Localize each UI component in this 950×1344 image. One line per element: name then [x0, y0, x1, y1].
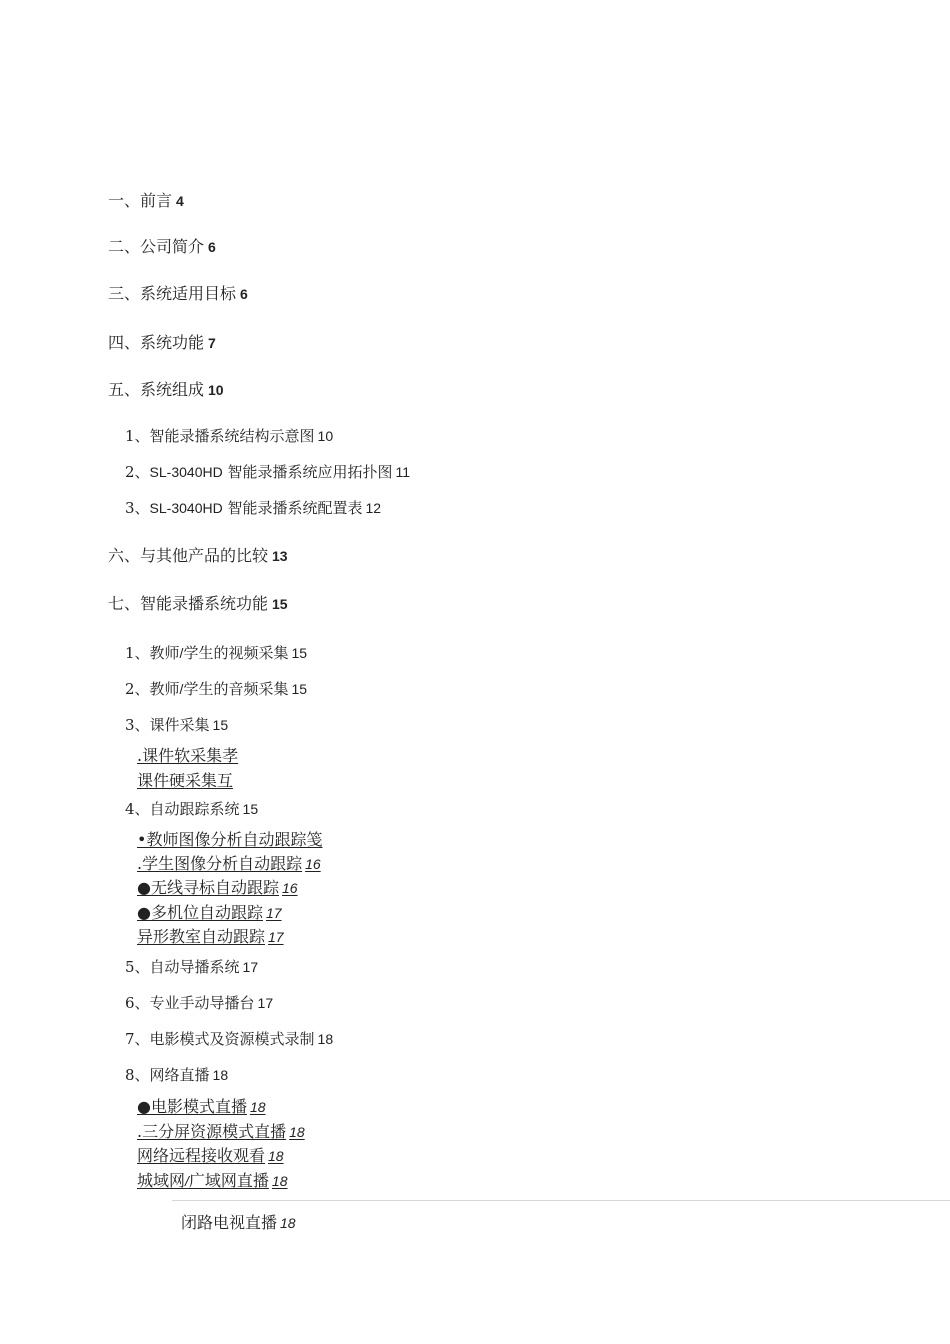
toc-page-number: 18 [317, 1031, 334, 1047]
toc-entry-text: 六、与其他产品的比较 [108, 546, 269, 565]
toc-page-number: 6 [240, 286, 248, 302]
toc-entry-text: 学生的视频采集 [183, 644, 289, 662]
toc-entry-code: / [179, 645, 184, 661]
toc-entry-text: .三分屏资源模式直播 [137, 1122, 287, 1141]
toc-entry-recording-functions[interactable] [108, 596, 288, 612]
toc-entry-text: 三、系统适用目标 [108, 284, 237, 303]
toc-subentry-video-capture[interactable] [125, 646, 307, 661]
toc-link-three-screen-live[interactable] [137, 1124, 305, 1140]
toc-page-number: 17 [242, 959, 259, 975]
toc-entry-text: ●电影模式直播 [137, 1097, 247, 1116]
toc-entry-text: 4、自动跟踪系统 [125, 800, 240, 818]
toc-entry-cctv-live[interactable] [181, 1215, 296, 1231]
toc-link-movie-live[interactable] [137, 1099, 266, 1115]
toc-page-number: 18 [249, 1099, 266, 1115]
toc-link-multicamera-tracking[interactable] [137, 905, 282, 921]
toc-entry-prefix: 2、 [125, 463, 150, 481]
toc-entry-text: •教师图像分析自动跟踪笺 [137, 830, 323, 849]
toc-entry-text: 广域网直播 [188, 1171, 269, 1190]
toc-entry-text: 1、智能录播系统结构示意图 [125, 427, 315, 445]
toc-entry-company-profile[interactable] [108, 239, 216, 255]
toc-page-number: 10 [208, 382, 224, 398]
toc-entry-text: 智能录播系统配置表 [222, 499, 363, 517]
toc-entry-text: 七、智能录播系统功能 [108, 594, 269, 613]
toc-page-number: 18 [271, 1173, 288, 1189]
toc-subentry-live-streaming[interactable] [125, 1068, 228, 1083]
toc-entry-text: 二、公司简介 [108, 237, 205, 256]
toc-subentry-auto-directing[interactable] [125, 960, 258, 975]
toc-page-number: 15 [291, 681, 308, 697]
toc-entry-text: 闭路电视直播 [181, 1213, 278, 1232]
toc-entry-prefix: 城域网 [137, 1171, 186, 1190]
toc-entry-text: 课件硬采集互 [137, 771, 234, 790]
toc-entry-code: / [179, 681, 184, 697]
toc-link-irregular-classroom-tracking[interactable] [137, 929, 284, 945]
toc-entry-text: 6、专业手动导播台 [125, 994, 255, 1012]
toc-link-remote-viewing[interactable] [137, 1148, 284, 1164]
toc-link-teacher-tracking[interactable] [137, 832, 322, 848]
toc-subentry-movie-resource-mode[interactable] [125, 1032, 333, 1047]
toc-page-number: 15 [272, 596, 288, 612]
toc-page-number: 16 [281, 880, 298, 896]
toc-entry-comparison[interactable] [108, 548, 288, 564]
toc-subentry-audio-capture[interactable] [125, 682, 307, 697]
toc-page-number: 6 [208, 239, 216, 255]
toc-page-number: 7 [208, 335, 216, 351]
toc-page-number: 18 [268, 1148, 284, 1164]
toc-entry-text: ●多机位自动跟踪 [137, 903, 263, 922]
toc-link-student-tracking[interactable] [137, 856, 321, 872]
toc-page-number: 18 [212, 1067, 229, 1083]
toc-page-number: 18 [280, 1215, 296, 1231]
toc-subentry-manual-console[interactable] [125, 996, 273, 1011]
toc-entry-text: .学生图像分析自动跟踪 [137, 854, 303, 873]
toc-page-number: 13 [272, 548, 288, 564]
toc-page-number: 15 [242, 801, 259, 817]
toc-entry-code: SL-3040HD [149, 500, 223, 516]
toc-subentry-topology[interactable] [125, 465, 410, 480]
toc-entry-prefix: 3、 [125, 499, 150, 517]
toc-page-number: 17 [257, 995, 274, 1011]
toc-page-number: 17 [265, 905, 282, 921]
toc-page-number: 11 [395, 464, 411, 480]
toc-entry-system-composition[interactable] [108, 382, 224, 398]
toc-entry-text: 8、网络直播 [125, 1066, 210, 1084]
toc-subentry-courseware-capture[interactable] [125, 718, 228, 733]
toc-entry-text: .课件软采集孝 [137, 746, 239, 765]
toc-subentry-configuration[interactable] [125, 501, 381, 516]
toc-entry-code: SL-3040HD [149, 464, 223, 480]
toc-entry-text: 3、课件采集 [125, 716, 210, 734]
horizontal-divider [172, 1200, 950, 1201]
toc-entry-text: 学生的音频采集 [183, 680, 289, 698]
toc-entry-prefix: 2、教师 [125, 680, 180, 698]
toc-entry-system-targets[interactable] [108, 286, 248, 302]
toc-entry-text: ●无线寻标自动跟踪 [137, 878, 279, 897]
toc-entry-text: 四、系统功能 [108, 333, 205, 352]
toc-subentry-structure-diagram[interactable] [125, 429, 333, 444]
toc-entry-code: / [185, 1173, 189, 1189]
toc-page-number: 15 [212, 717, 229, 733]
toc-entry-text: 五、系统组成 [108, 380, 205, 399]
toc-link-soft-capture[interactable] [137, 748, 238, 764]
toc-page-number: 15 [291, 645, 308, 661]
toc-link-wireless-tracking[interactable] [137, 880, 298, 896]
toc-page-number: 4 [176, 193, 184, 209]
toc-entry-text: 异形教室自动跟踪 [137, 927, 266, 946]
toc-entry-text: 智能录播系统应用拓扑图 [222, 463, 393, 481]
toc-entry-text: 7、电影模式及资源模式录制 [125, 1030, 315, 1048]
toc-page-number: 16 [305, 856, 321, 872]
toc-link-man-wan-live[interactable] [137, 1173, 288, 1189]
toc-entry-system-functions[interactable] [108, 335, 216, 351]
toc-page-number: 18 [289, 1124, 305, 1140]
toc-entry-text: 网络远程接收观看 [137, 1146, 266, 1165]
toc-page-number: 17 [268, 929, 284, 945]
toc-page-number: 10 [317, 428, 334, 444]
toc-subentry-auto-tracking[interactable] [125, 802, 258, 817]
toc-entry-text: 一、前言 [108, 191, 173, 210]
toc-entry-preface[interactable] [108, 193, 184, 209]
toc-page-number: 12 [365, 500, 382, 516]
toc-entry-text: 5、自动导播系统 [125, 958, 240, 976]
toc-link-hard-capture[interactable] [137, 773, 233, 789]
toc-entry-prefix: 1、教师 [125, 644, 180, 662]
